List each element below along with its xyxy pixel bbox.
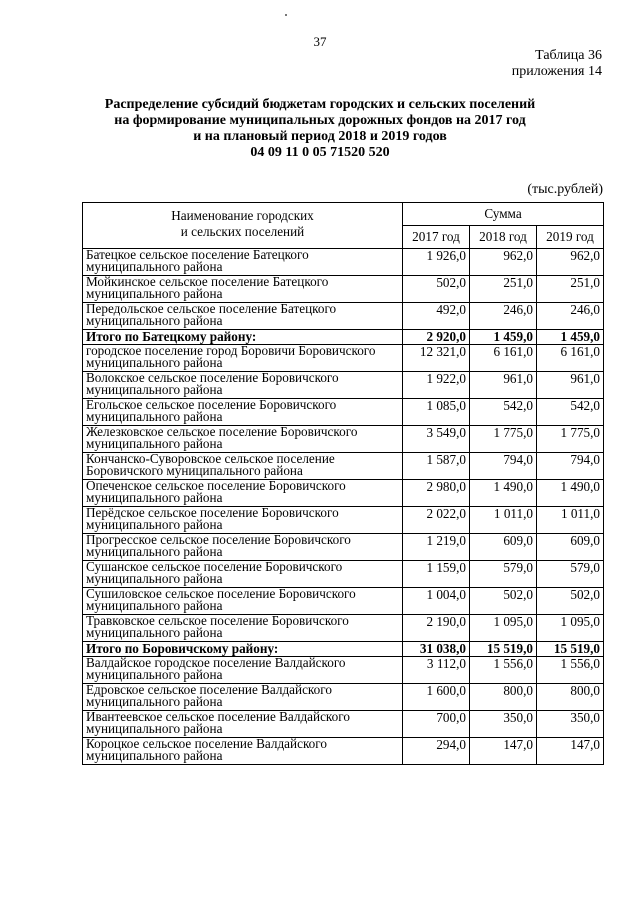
value-2018: 147,0 xyxy=(470,738,537,765)
settlement-name: Едровское сельское поселение Валдайского муниципального района xyxy=(83,684,403,711)
value-2017: 2 920,0 xyxy=(403,330,470,345)
settlement-name: Итого по Боровичскому району: xyxy=(83,642,403,657)
value-2018: 542,0 xyxy=(470,399,537,426)
title-line: на формирование муниципальных дорожных фондов на 2017 год xyxy=(114,113,526,128)
table-row xyxy=(83,453,604,480)
settlement-name: Батецкое сельское поселение Батецкого муниципального района xyxy=(83,249,403,276)
header-sum: Сумма xyxy=(403,203,604,226)
settlement-name: Перёдское сельское поселение Боровичского муниципального района xyxy=(83,507,403,534)
table-row xyxy=(83,588,604,615)
value-2019: 251,0 xyxy=(537,276,604,303)
value-2018: 794,0 xyxy=(470,453,537,480)
value-2017: 3 549,0 xyxy=(403,426,470,453)
value-2019: 1 459,0 xyxy=(537,330,604,345)
value-2017: 1 922,0 xyxy=(403,372,470,399)
value-2019: 794,0 xyxy=(537,453,604,480)
table-row xyxy=(83,534,604,561)
table-row xyxy=(83,276,604,303)
value-2017: 12 321,0 xyxy=(403,345,470,372)
settlement-name: Ивантеевское сельское поселение Валдайского муниципального района xyxy=(83,711,403,738)
table-row xyxy=(83,303,604,330)
value-2019: 502,0 xyxy=(537,588,604,615)
value-2017: 1 600,0 xyxy=(403,684,470,711)
value-2017: 1 926,0 xyxy=(403,249,470,276)
settlement-name: Валдайское городское поселение Валдайского муниципального района xyxy=(83,657,403,684)
header-name xyxy=(83,203,403,249)
units-label: (тыс.рублей) xyxy=(527,182,603,197)
value-2019: 15 519,0 xyxy=(537,642,604,657)
value-2019: 246,0 xyxy=(537,303,604,330)
value-2018: 1 095,0 xyxy=(470,615,537,642)
value-2018: 1 459,0 xyxy=(470,330,537,345)
settlement-name: Железковское сельское поселение Боровичского муниципального района xyxy=(83,426,403,453)
value-2017: 1 219,0 xyxy=(403,534,470,561)
document-title xyxy=(60,97,580,161)
page-number: 37 xyxy=(313,34,327,49)
table-row xyxy=(83,372,604,399)
value-2018: 1 556,0 xyxy=(470,657,537,684)
table-row xyxy=(83,507,604,534)
value-2017: 492,0 xyxy=(403,303,470,330)
value-2018: 502,0 xyxy=(470,588,537,615)
header-name-line: Наименование городских xyxy=(171,208,314,223)
value-2018: 1 490,0 xyxy=(470,480,537,507)
header-year-2018: 2018 год xyxy=(470,226,537,249)
table-row xyxy=(83,711,604,738)
settlement-name: Передольское сельское поселение Батецкого муниципального района xyxy=(83,303,403,330)
value-2018: 579,0 xyxy=(470,561,537,588)
subsidy-table xyxy=(82,202,604,765)
value-2018: 1 011,0 xyxy=(470,507,537,534)
value-2017: 3 112,0 xyxy=(403,657,470,684)
value-2017: 2 980,0 xyxy=(403,480,470,507)
table-row xyxy=(83,480,604,507)
table-row xyxy=(83,426,604,453)
value-2017: 700,0 xyxy=(403,711,470,738)
header-name-line: и сельских поселений xyxy=(180,224,305,239)
value-2018: 6 161,0 xyxy=(470,345,537,372)
annex-label xyxy=(512,48,602,80)
value-2017: 294,0 xyxy=(403,738,470,765)
settlement-name: Мойкинское сельское поселение Батецкого муниципального района xyxy=(83,276,403,303)
value-2018: 251,0 xyxy=(470,276,537,303)
value-2018: 15 519,0 xyxy=(470,642,537,657)
settlement-name: городское поселение город Боровичи Боровичского муниципального района xyxy=(83,345,403,372)
value-2019: 579,0 xyxy=(537,561,604,588)
budget-code: 04 09 11 0 05 71520 520 xyxy=(250,145,390,160)
table-row xyxy=(83,684,604,711)
value-2017: 1 159,0 xyxy=(403,561,470,588)
value-2018: 1 775,0 xyxy=(470,426,537,453)
value-2017: 2 190,0 xyxy=(403,615,470,642)
table-row xyxy=(83,738,604,765)
value-2017: 502,0 xyxy=(403,276,470,303)
value-2018: 609,0 xyxy=(470,534,537,561)
value-2017: 1 587,0 xyxy=(403,453,470,480)
settlement-name: Сушиловское сельское поселение Боровичского муниципального района xyxy=(83,588,403,615)
annex-table-number: Таблица 36 xyxy=(535,48,602,63)
value-2018: 246,0 xyxy=(470,303,537,330)
value-2019: 147,0 xyxy=(537,738,604,765)
value-2019: 1 490,0 xyxy=(537,480,604,507)
value-2019: 350,0 xyxy=(537,711,604,738)
value-2019: 800,0 xyxy=(537,684,604,711)
settlement-name: Сушанское сельское поселение Боровичского муниципального района xyxy=(83,561,403,588)
value-2019: 1 011,0 xyxy=(537,507,604,534)
table-row xyxy=(83,249,604,276)
settlement-name: Итого по Батецкому району: xyxy=(83,330,403,345)
table-row xyxy=(83,561,604,588)
value-2019: 6 161,0 xyxy=(537,345,604,372)
value-2019: 961,0 xyxy=(537,372,604,399)
value-2018: 962,0 xyxy=(470,249,537,276)
value-2017: 1 004,0 xyxy=(403,588,470,615)
value-2018: 800,0 xyxy=(470,684,537,711)
value-2018: 961,0 xyxy=(470,372,537,399)
settlement-name: Ёгольское сельское поселение Боровичского муниципального района xyxy=(83,399,403,426)
title-line: Распределение субсидий бюджетам городских и сельских поселений xyxy=(104,97,536,112)
value-2019: 962,0 xyxy=(537,249,604,276)
header-year-2017: 2017 год xyxy=(403,226,470,249)
value-2019: 1 556,0 xyxy=(537,657,604,684)
settlement-name: Короцкое сельское поселение Валдайского муниципального района xyxy=(83,738,403,765)
annex-appendix: приложения 14 xyxy=(511,64,602,79)
table-row xyxy=(83,615,604,642)
header-year-2019: 2019 год xyxy=(537,226,604,249)
value-2019: 1 775,0 xyxy=(537,426,604,453)
value-2019: 609,0 xyxy=(537,534,604,561)
value-2019: 1 095,0 xyxy=(537,615,604,642)
title-line: и на плановый период 2018 и 2019 годов xyxy=(193,129,447,144)
settlement-name: Кончанско-Суворовское сельское поселение Боровичского муниципального района xyxy=(83,453,403,480)
value-2017: 1 085,0 xyxy=(403,399,470,426)
table-row xyxy=(83,399,604,426)
settlement-name: Прогресское сельское поселение Боровичского муниципального района xyxy=(83,534,403,561)
value-2017: 31 038,0 xyxy=(403,642,470,657)
settlement-name: Волокское сельское поселение Боровичского муниципального района xyxy=(83,372,403,399)
value-2018: 350,0 xyxy=(470,711,537,738)
table-row xyxy=(83,345,604,372)
value-2019: 542,0 xyxy=(537,399,604,426)
table-row xyxy=(83,657,604,684)
value-2017: 2 022,0 xyxy=(403,507,470,534)
settlement-name: Опеченское сельское поселение Боровичского муниципального района xyxy=(83,480,403,507)
settlement-name: Травковское сельское поселение Боровичского муниципального района xyxy=(83,615,403,642)
scan-dot xyxy=(285,14,287,16)
